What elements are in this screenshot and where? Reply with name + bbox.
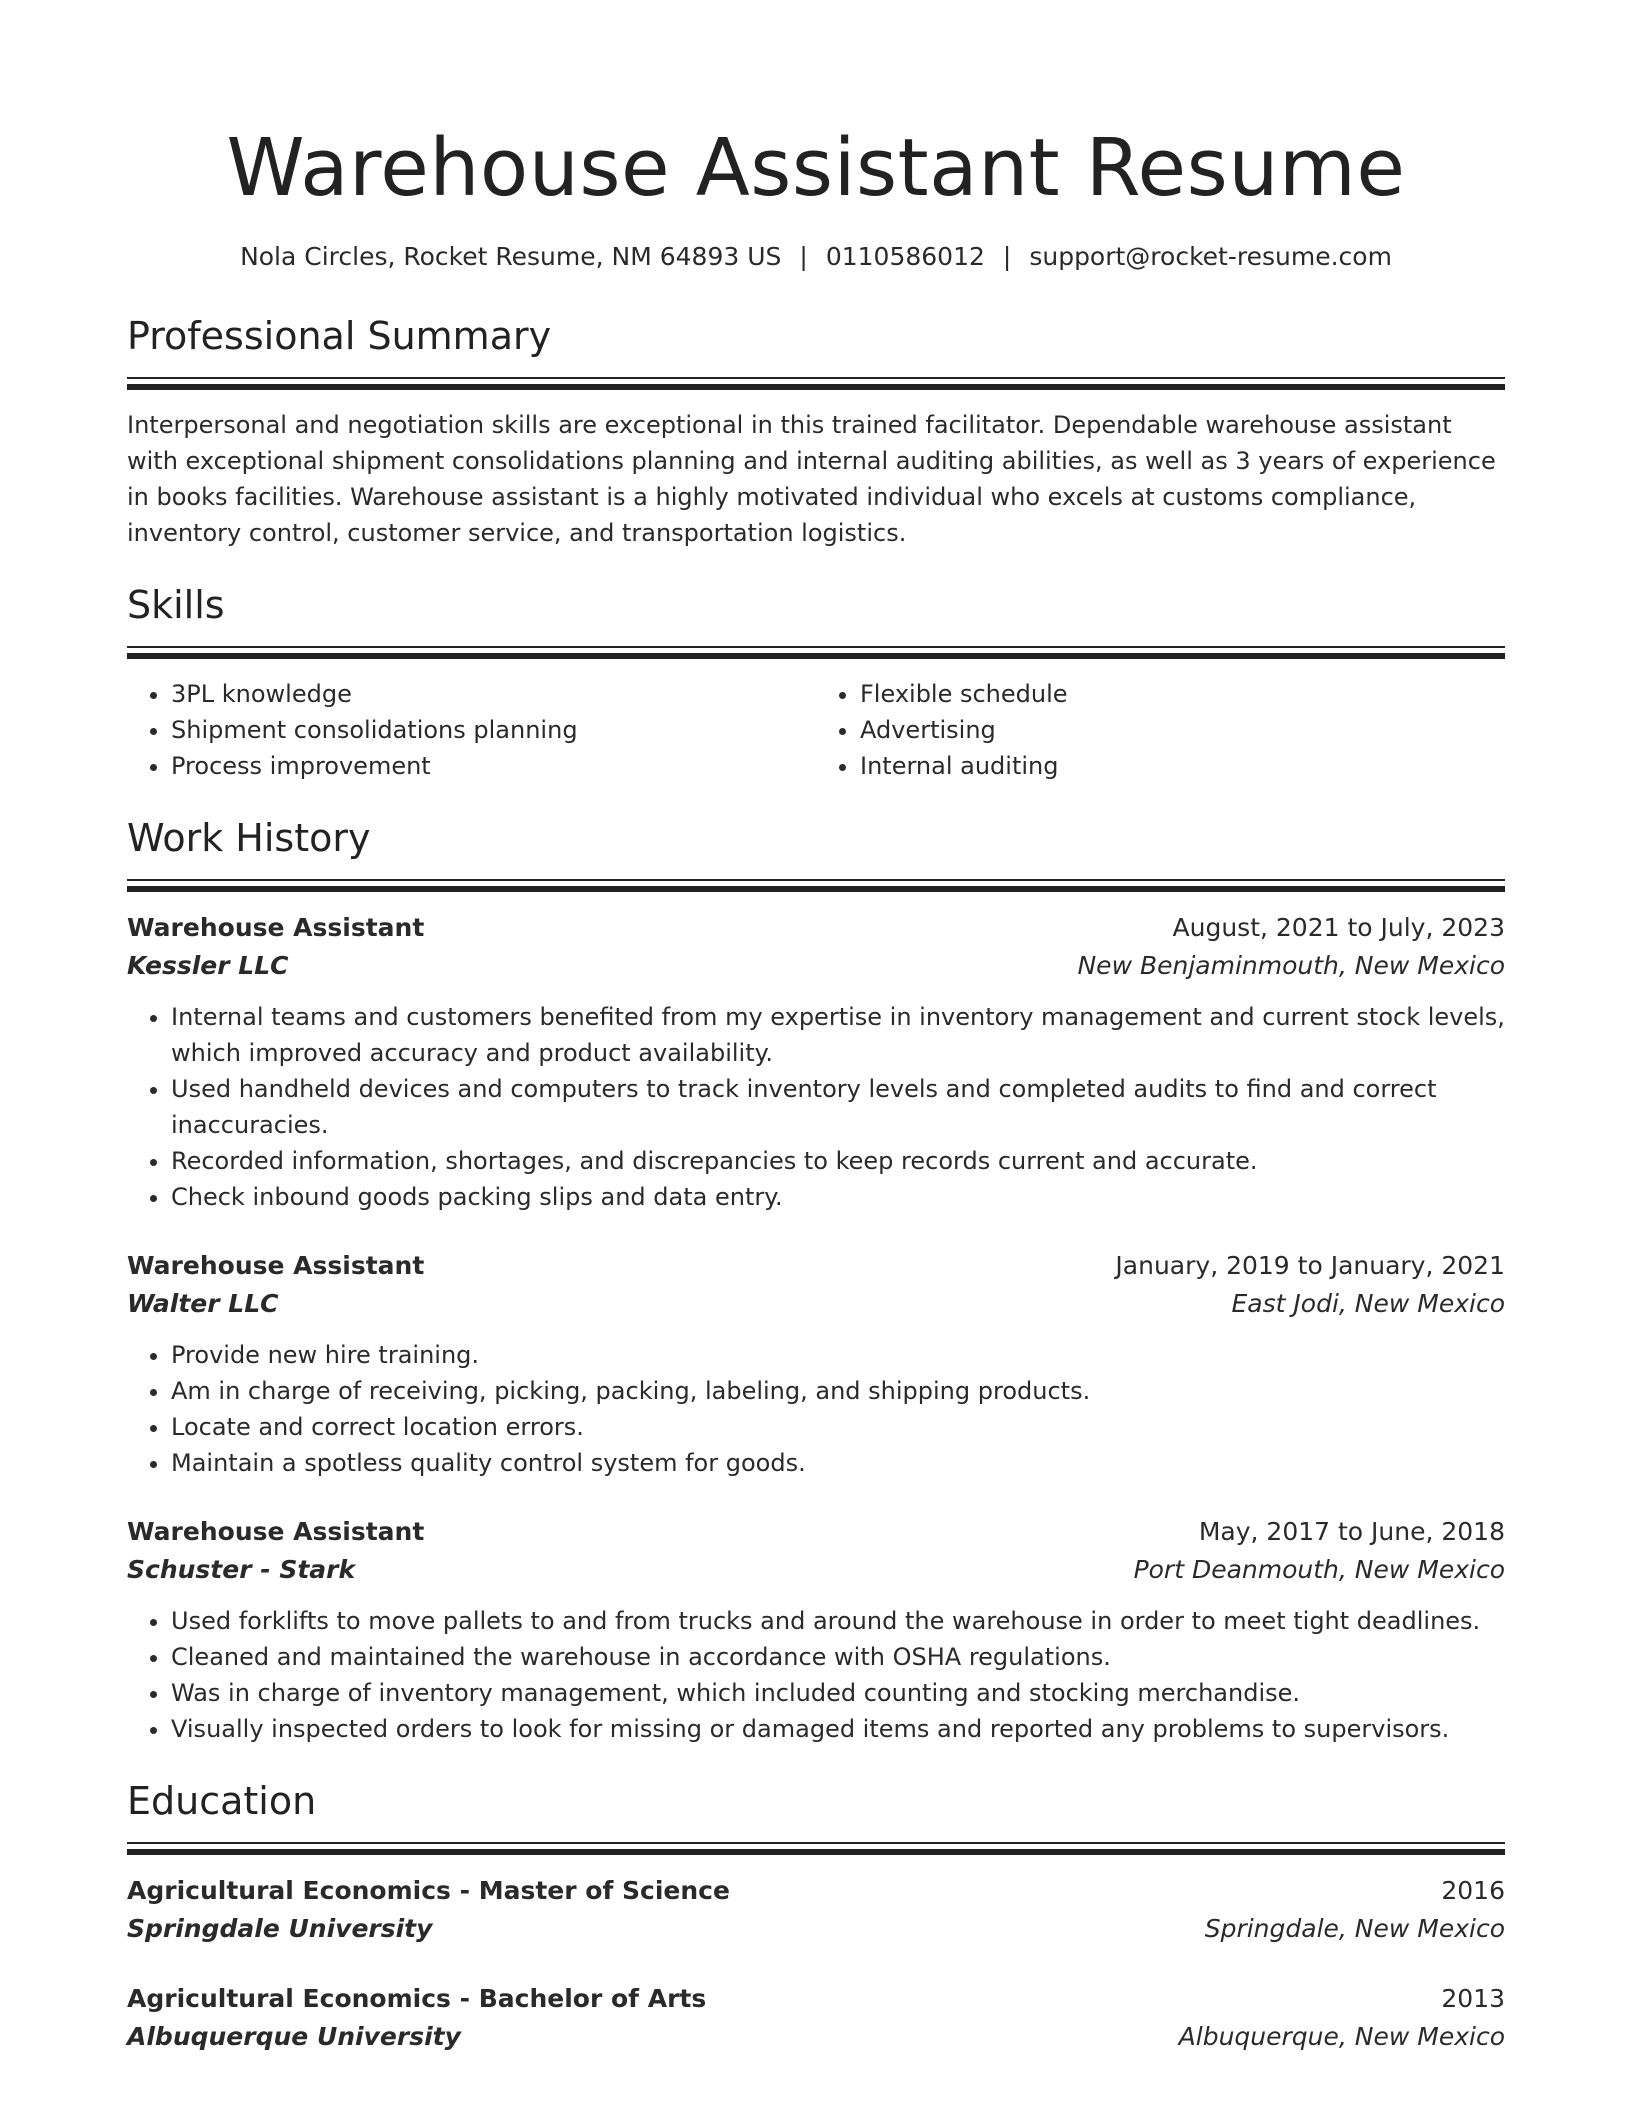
education-location: Springdale, New Mexico xyxy=(1204,1914,1505,1943)
job-entry xyxy=(127,909,1505,1215)
education-header xyxy=(127,1872,1505,1910)
job-bullet: • Was in charge of inventory management, which included counting and stocking merchandise. xyxy=(171,1675,1505,1711)
resume-title: Warehouse Assistant Resume xyxy=(226,122,1406,214)
job-bullet: • Used forklifts to move pallets to and from trucks and around the warehouse in order to meet tight deadlines. xyxy=(171,1603,1505,1639)
education-year: 2013 xyxy=(1441,1984,1505,2013)
skill-item: • 3PL knowledge xyxy=(171,676,816,712)
job-company: Walter LLC xyxy=(127,1289,279,1318)
job-title: Warehouse Assistant xyxy=(127,913,425,942)
job-bullet: • Visually inspected orders to look for missing or damaged items and reported any problems to supervisors. xyxy=(171,1711,1505,1747)
education-header xyxy=(127,1980,1505,2018)
job-header xyxy=(127,1513,1505,1551)
job-company: Schuster - Stark xyxy=(127,1555,356,1584)
job-bullets xyxy=(127,1337,1505,1481)
education-subheader xyxy=(127,1910,1505,1948)
education-degree: Agricultural Economics - Bachelor of Arts xyxy=(127,1984,707,2013)
skill-item: • Shipment consolidations planning xyxy=(171,712,816,748)
education-entry xyxy=(127,1980,1505,2056)
skill-item: • Flexible schedule xyxy=(860,676,1505,712)
section-divider xyxy=(127,377,1505,387)
education-location: Albuquerque, New Mexico xyxy=(1178,2022,1505,2051)
work-section xyxy=(127,812,1505,1747)
skill-item: • Advertising xyxy=(860,712,1505,748)
contact-line xyxy=(127,240,1505,274)
job-header xyxy=(127,909,1505,947)
education-school: Albuquerque University xyxy=(127,2022,461,2051)
job-bullet: • Provide new hire training. xyxy=(171,1337,1505,1373)
job-dates: May, 2017 to June, 2018 xyxy=(1198,1517,1505,1546)
skills-heading: Skills xyxy=(127,583,225,627)
job-bullet: • Locate and correct location errors. xyxy=(171,1409,1505,1445)
job-dates: August, 2021 to July, 2023 xyxy=(1172,913,1505,942)
education-subheader xyxy=(127,2018,1505,2056)
job-company: Kessler LLC xyxy=(127,951,289,980)
job-bullet: • Internal teams and customers benefited from my expertise in inventory management and current stock levels, which improved accuracy and product availability. xyxy=(171,999,1505,1071)
education-school: Springdale University xyxy=(127,1914,433,1943)
section-divider xyxy=(127,646,1505,656)
job-bullet: • Cleaned and maintained the warehouse in accordance with OSHA regulations. xyxy=(171,1639,1505,1675)
section-divider xyxy=(127,1842,1505,1852)
job-location: East Jodi, New Mexico xyxy=(1231,1289,1505,1318)
contact-separator: | xyxy=(799,242,808,271)
education-section xyxy=(127,1775,1505,2056)
education-heading: Education xyxy=(127,1779,317,1823)
contact-address: Nola Circles, Rocket Resume, NM 64893 US xyxy=(240,242,782,271)
contact-separator: | xyxy=(1002,242,1012,271)
skill-item: • Process improvement xyxy=(171,748,816,784)
summary-heading: Professional Summary xyxy=(127,314,552,358)
job-bullet: • Used handheld devices and computers to track inventory levels and completed audits to find and correct inaccuracies. xyxy=(171,1071,1505,1143)
section-divider xyxy=(127,879,1505,889)
education-year: 2016 xyxy=(1441,1876,1505,1905)
work-heading: Work History xyxy=(127,816,371,860)
contact-email: support@rocket-resume.com xyxy=(1029,242,1392,271)
job-bullet: • Am in charge of receiving, picking, packing, labeling, and shipping products. xyxy=(171,1373,1505,1409)
job-bullets xyxy=(127,999,1505,1215)
skills-section xyxy=(127,579,1505,784)
job-bullet: • Maintain a spotless quality control system for goods. xyxy=(171,1445,1505,1481)
job-title: Warehouse Assistant xyxy=(127,1251,425,1280)
summary-text: Interpersonal and negotiation skills are exceptional in this trained facilitator. Dependable warehouse assistant with exceptional shipment consolidations planning and internal auditing abilities, as well as 3 years of experience in books facilities. Warehouse assistant is a highly motivated individual who excels at customs compliance, inventory control, customer service, and transportation logistics. xyxy=(127,411,1496,547)
job-entry xyxy=(127,1513,1505,1747)
skills-list xyxy=(127,676,1505,784)
job-header xyxy=(127,1247,1505,1285)
education-entry xyxy=(127,1872,1505,1948)
skills-column-left xyxy=(127,676,816,784)
contact-phone: 0110586012 xyxy=(825,242,985,271)
job-title: Warehouse Assistant xyxy=(127,1517,425,1546)
job-bullets xyxy=(127,1603,1505,1747)
summary-section xyxy=(127,310,1505,551)
job-subheader xyxy=(127,1285,1505,1323)
job-bullet: • Recorded information, shortages, and discrepancies to keep records current and accurate. xyxy=(171,1143,1505,1179)
job-location: Port Deanmouth, New Mexico xyxy=(1133,1555,1505,1584)
skills-column-right xyxy=(816,676,1505,784)
job-entry xyxy=(127,1247,1505,1481)
job-location: New Benjaminmouth, New Mexico xyxy=(1077,951,1505,980)
job-subheader xyxy=(127,947,1505,985)
education-degree: Agricultural Economics - Master of Science xyxy=(127,1876,730,1905)
job-dates: January, 2019 to January, 2021 xyxy=(1115,1251,1505,1280)
job-bullet: • Check inbound goods packing slips and data entry. xyxy=(171,1179,1505,1215)
skill-item: • Internal auditing xyxy=(860,748,1505,784)
job-subheader xyxy=(127,1551,1505,1589)
